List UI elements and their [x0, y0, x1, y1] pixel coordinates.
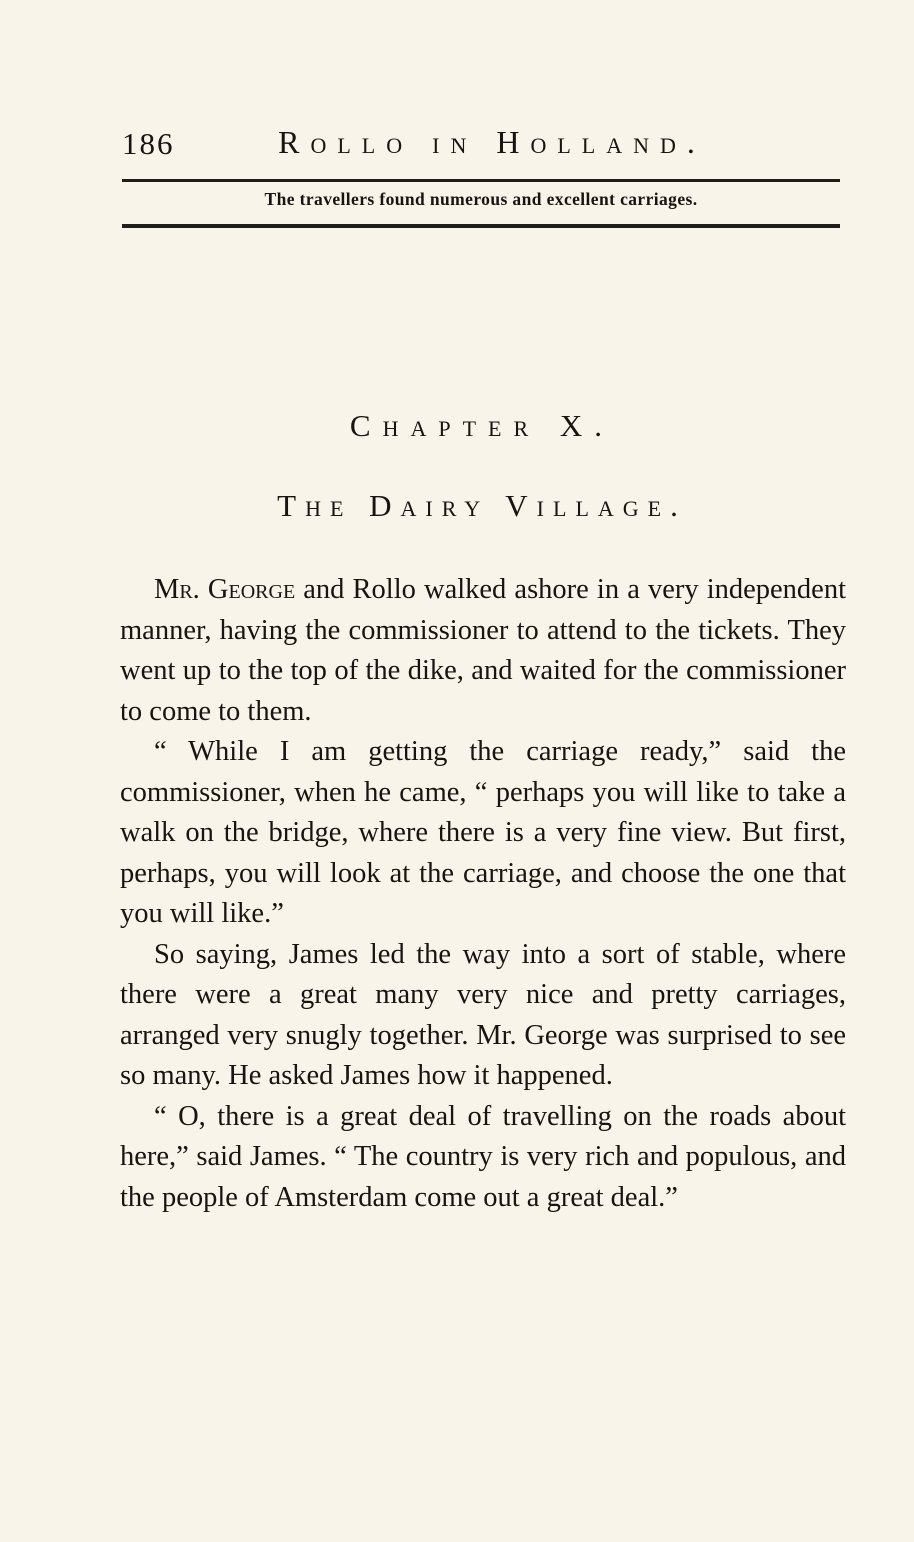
paragraph-3 — [120, 935, 846, 1097]
paragraph-1-text: and Rollo walked ashore in a very independent manner, having the commissioner to attend to the tickets. They went up to the top of the dike, and waited for the commissioner to come to them. — [120, 574, 846, 727]
paragraph-2 — [120, 732, 846, 935]
paragraph-4-text: “ O, there is a great deal of travelling on the roads about here,” said James. “ The country is very rich and populous, and the people of Amsterdam come out a great deal.” — [120, 1100, 846, 1213]
paragraph-2-text: “ While I am getting the carriage ready,” said the commissioner, when he came, “ perhaps you will like to take a walk on the bridge, where there is a very fine view. But first, perhaps, you will look at the carriage, and choose the one that you will like.” — [120, 736, 846, 929]
paragraph-1-lead: Mr. George — [154, 574, 296, 605]
paragraph-4 — [120, 1097, 846, 1219]
running-head-title: Rollo in Holland. — [278, 124, 706, 160]
running-caption: The travellers found numerous and excellent carriages. — [264, 189, 698, 209]
body-text — [120, 570, 846, 1218]
bottom-rule — [122, 224, 840, 228]
chapter-heading: Chapter X. — [349, 408, 615, 443]
top-rule — [122, 179, 840, 182]
section-heading: The Dairy Village. — [277, 488, 687, 523]
paragraph-1 — [120, 570, 846, 732]
paragraph-3-text: So saying, James led the way into a sort of stable, where there were a great many very nice and pretty carriages, arranged very snugly together. Mr. George was surprised to see so many. He asked James how it happened. — [120, 938, 846, 1091]
page-number: 186 — [122, 126, 175, 161]
